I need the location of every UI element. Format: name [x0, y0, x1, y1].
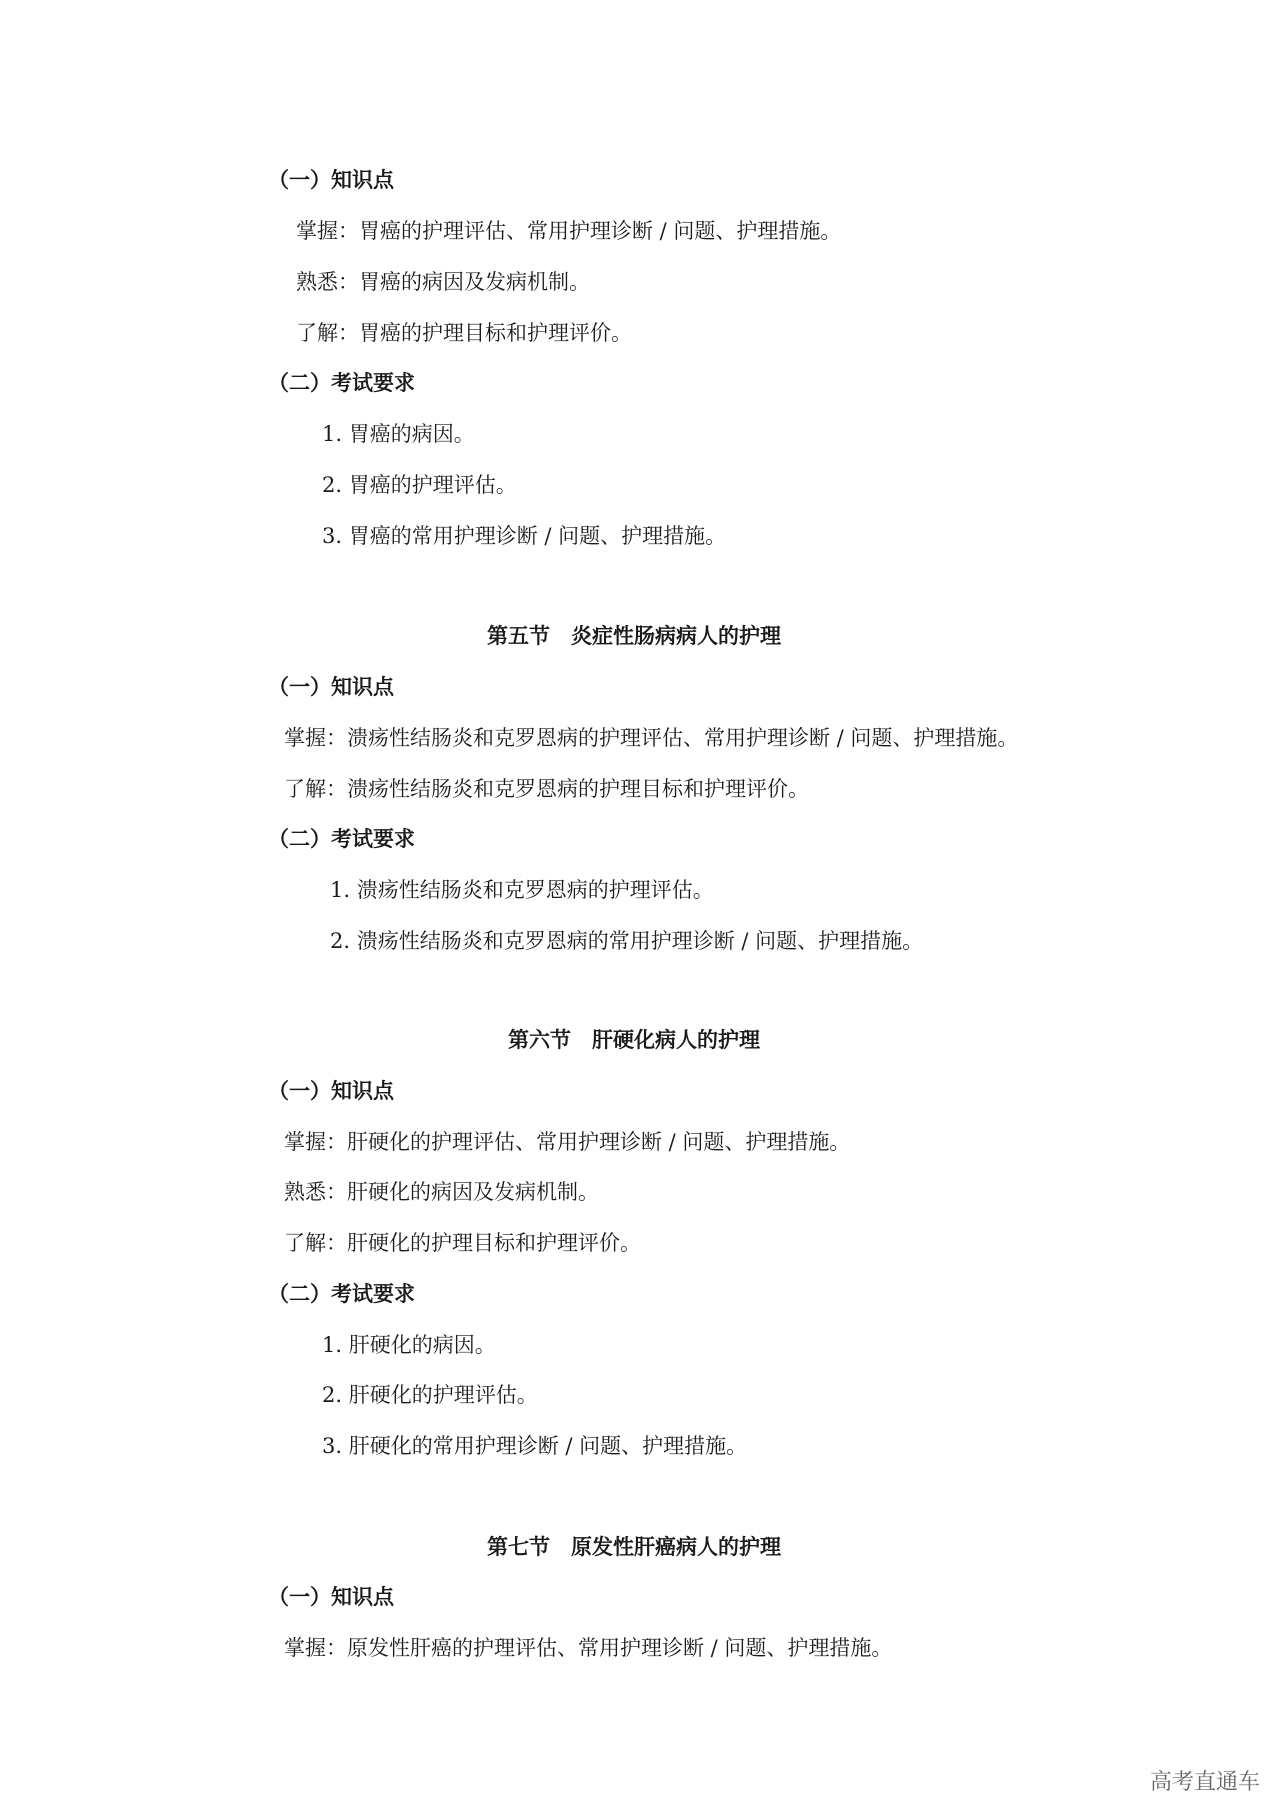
requirement-item: 2. 溃疡性结肠炎和克罗恩病的常用护理诊断 / 问题、护理措施。: [330, 929, 924, 953]
knowledge-points-heading: （一）知识点: [268, 675, 394, 699]
requirement-item: 2. 肝硬化的护理评估。: [322, 1383, 538, 1407]
understand-text: 了解：肝硬化的护理目标和护理评价。: [284, 1231, 641, 1255]
section-title: 第五节 炎症性肠病病人的护理: [487, 624, 781, 648]
requirement-item: 3. 胃癌的常用护理诊断 / 问题、护理措施。: [322, 524, 727, 548]
exam-requirements-heading: （二）考试要求: [268, 1282, 415, 1306]
understand-text: 了解：胃癌的护理目标和护理评价。: [296, 321, 632, 345]
requirement-item: 3. 肝硬化的常用护理诊断 / 问题、护理措施。: [322, 1434, 748, 1458]
master-text: 掌握：胃癌的护理评估、常用护理诊断 / 问题、护理措施。: [296, 219, 842, 243]
section-title: 第七节 原发性肝癌病人的护理: [487, 1535, 781, 1559]
requirement-item: 1. 溃疡性结肠炎和克罗恩病的护理评估。: [330, 878, 714, 902]
understand-text: 了解：溃疡性结肠炎和克罗恩病的护理目标和护理评价。: [284, 777, 809, 801]
familiar-text: 熟悉：肝硬化的病因及发病机制。: [284, 1180, 599, 1204]
knowledge-points-heading: （一）知识点: [268, 168, 394, 192]
exam-requirements-heading: （二）考试要求: [268, 827, 415, 851]
familiar-text: 熟悉：胃癌的病因及发病机制。: [296, 270, 590, 294]
knowledge-points-heading: （一）知识点: [268, 1585, 394, 1609]
master-text: 掌握：溃疡性结肠炎和克罗恩病的护理评估、常用护理诊断 / 问题、护理措施。: [284, 726, 1019, 750]
watermark-text: 高考直通车: [1149, 1770, 1260, 1795]
knowledge-points-heading: （一）知识点: [268, 1079, 394, 1103]
requirement-item: 1. 胃癌的病因。: [322, 422, 475, 446]
requirement-item: 2. 胃癌的护理评估。: [322, 473, 517, 497]
requirement-item: 1. 肝硬化的病因。: [322, 1333, 496, 1357]
master-text: 掌握：肝硬化的护理评估、常用护理诊断 / 问题、护理措施。: [284, 1130, 851, 1154]
exam-requirements-heading: （二）考试要求: [268, 371, 415, 395]
section-title: 第六节 肝硬化病人的护理: [508, 1028, 760, 1052]
master-text: 掌握：原发性肝癌的护理评估、常用护理诊断 / 问题、护理措施。: [284, 1636, 893, 1660]
